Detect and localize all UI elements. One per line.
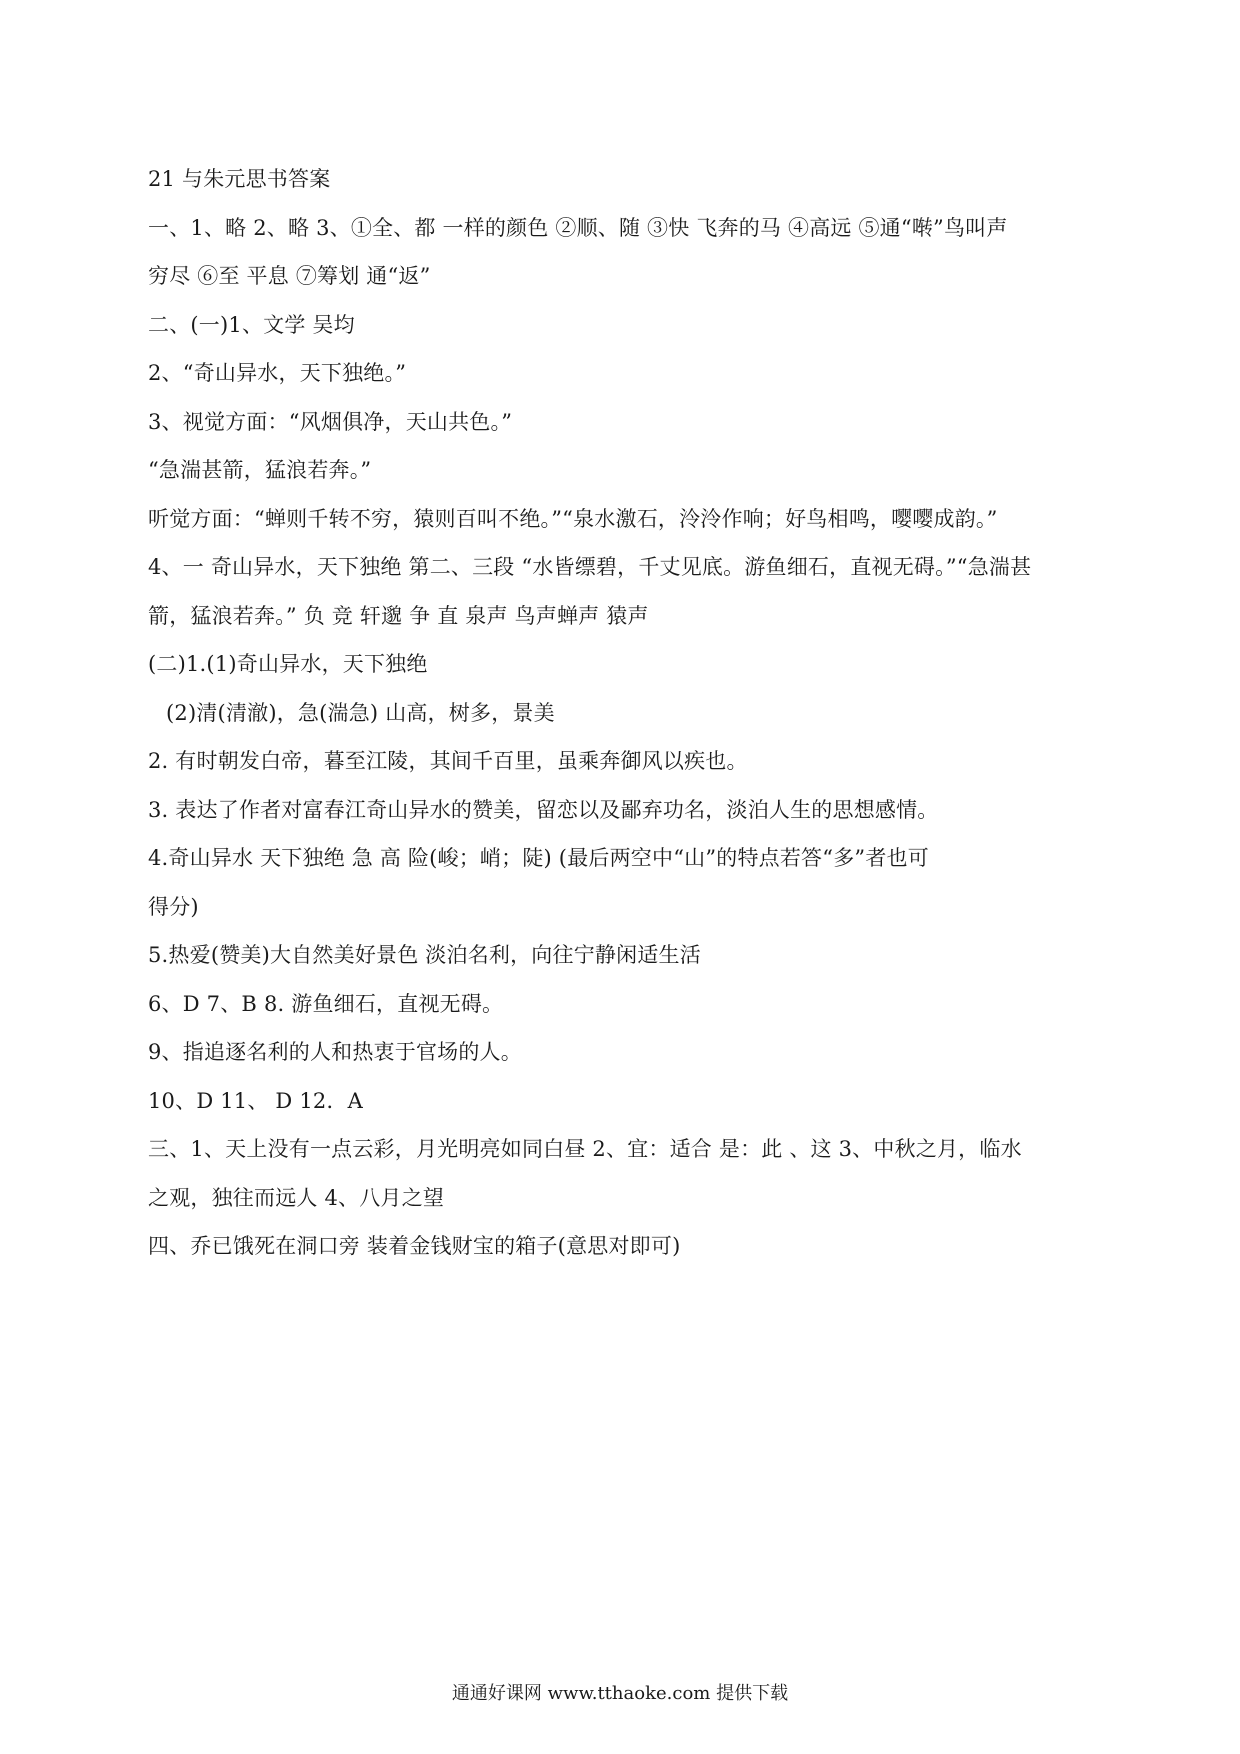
text-line: 四、乔已饿死在洞口旁 装着金钱财宝的箱子(意思对即可): [148, 1234, 681, 1258]
text-line: 3. 表达了作者对富春江奇山异水的赞美，留恋以及鄙弃功名，淡泊人生的思想感情。: [148, 797, 939, 822]
text-line: 4.奇山异水 天下独绝 急 高 险(峻；峭；陡) (最后两空中“山”的特点若答“多”者也可: [148, 846, 929, 870]
text-line: 听觉方面：“蝉则千转不穷，猿则百叫不绝。”“泉水激石，泠泠作响；好鸟相鸣，嘤嘤成韵。”: [148, 506, 998, 531]
answer-content: [148, 155, 1092, 1271]
text-line: 10、D 11、 D 12．A: [148, 1088, 364, 1113]
text-line: 9、指追逐名利的人和热衷于官场的人。: [148, 1040, 522, 1064]
text-line: (二)1.(1)奇山异水，天下独绝: [148, 652, 428, 676]
text-line: 2. 有时朝发白帝，暮至江陵，其间千百里，虽乘奔御风以疾也。: [148, 749, 748, 773]
text-line: 穷尽 ⑥至 平息 ⑦筹划 通“返”: [148, 264, 431, 288]
text-line: 4、一 奇山异水，天下独绝 第二、三段 “水皆缥碧，千丈见底。游鱼细石，直视无碍。”“急湍甚: [148, 555, 1032, 579]
text-line: “急湍甚箭，猛浪若奔。”: [148, 458, 372, 482]
text-line: 6、D 7、B 8. 游鱼细石，直视无碍。: [148, 991, 504, 1016]
text-line: 5.热爱(赞美)大自然美好景色 淡泊名利，向往宁静闲适生活: [148, 943, 701, 967]
text-line: 二、(一)1、文学 吴均: [148, 312, 355, 337]
document-title: 21 与朱元思书答案: [148, 167, 331, 191]
text-line: 3、视觉方面：“风烟俱净，天山共色。”: [148, 409, 513, 434]
text-line: (2)清(清澈)，急(湍急) 山高，树多，景美: [166, 700, 555, 725]
text-line: 得分): [148, 894, 199, 919]
text-line: 之观，独往而远人 4、八月之望: [148, 1185, 445, 1210]
text-line: 箭，猛浪若奔。” 负 竞 轩邈 争 直 泉声 鸟声蝉声 猿声: [148, 603, 649, 628]
page-footer: 通通好课网 www.tthaoke.com 提供下载: [451, 1683, 789, 1704]
text-line: 三、1、天上没有一点云彩，月光明亮如同白昼 2、宜：适合 是：此 、这 3、中秋之月，临水: [148, 1137, 1022, 1161]
text-line: 一、1、略 2、略 3、①全、都 一样的颜色 ②顺、随 ③快 飞奔的马 ④高远 ⑤通“啭”鸟叫声: [148, 215, 1008, 240]
text-line: 2、“奇山异水，天下独绝。”: [148, 361, 407, 385]
